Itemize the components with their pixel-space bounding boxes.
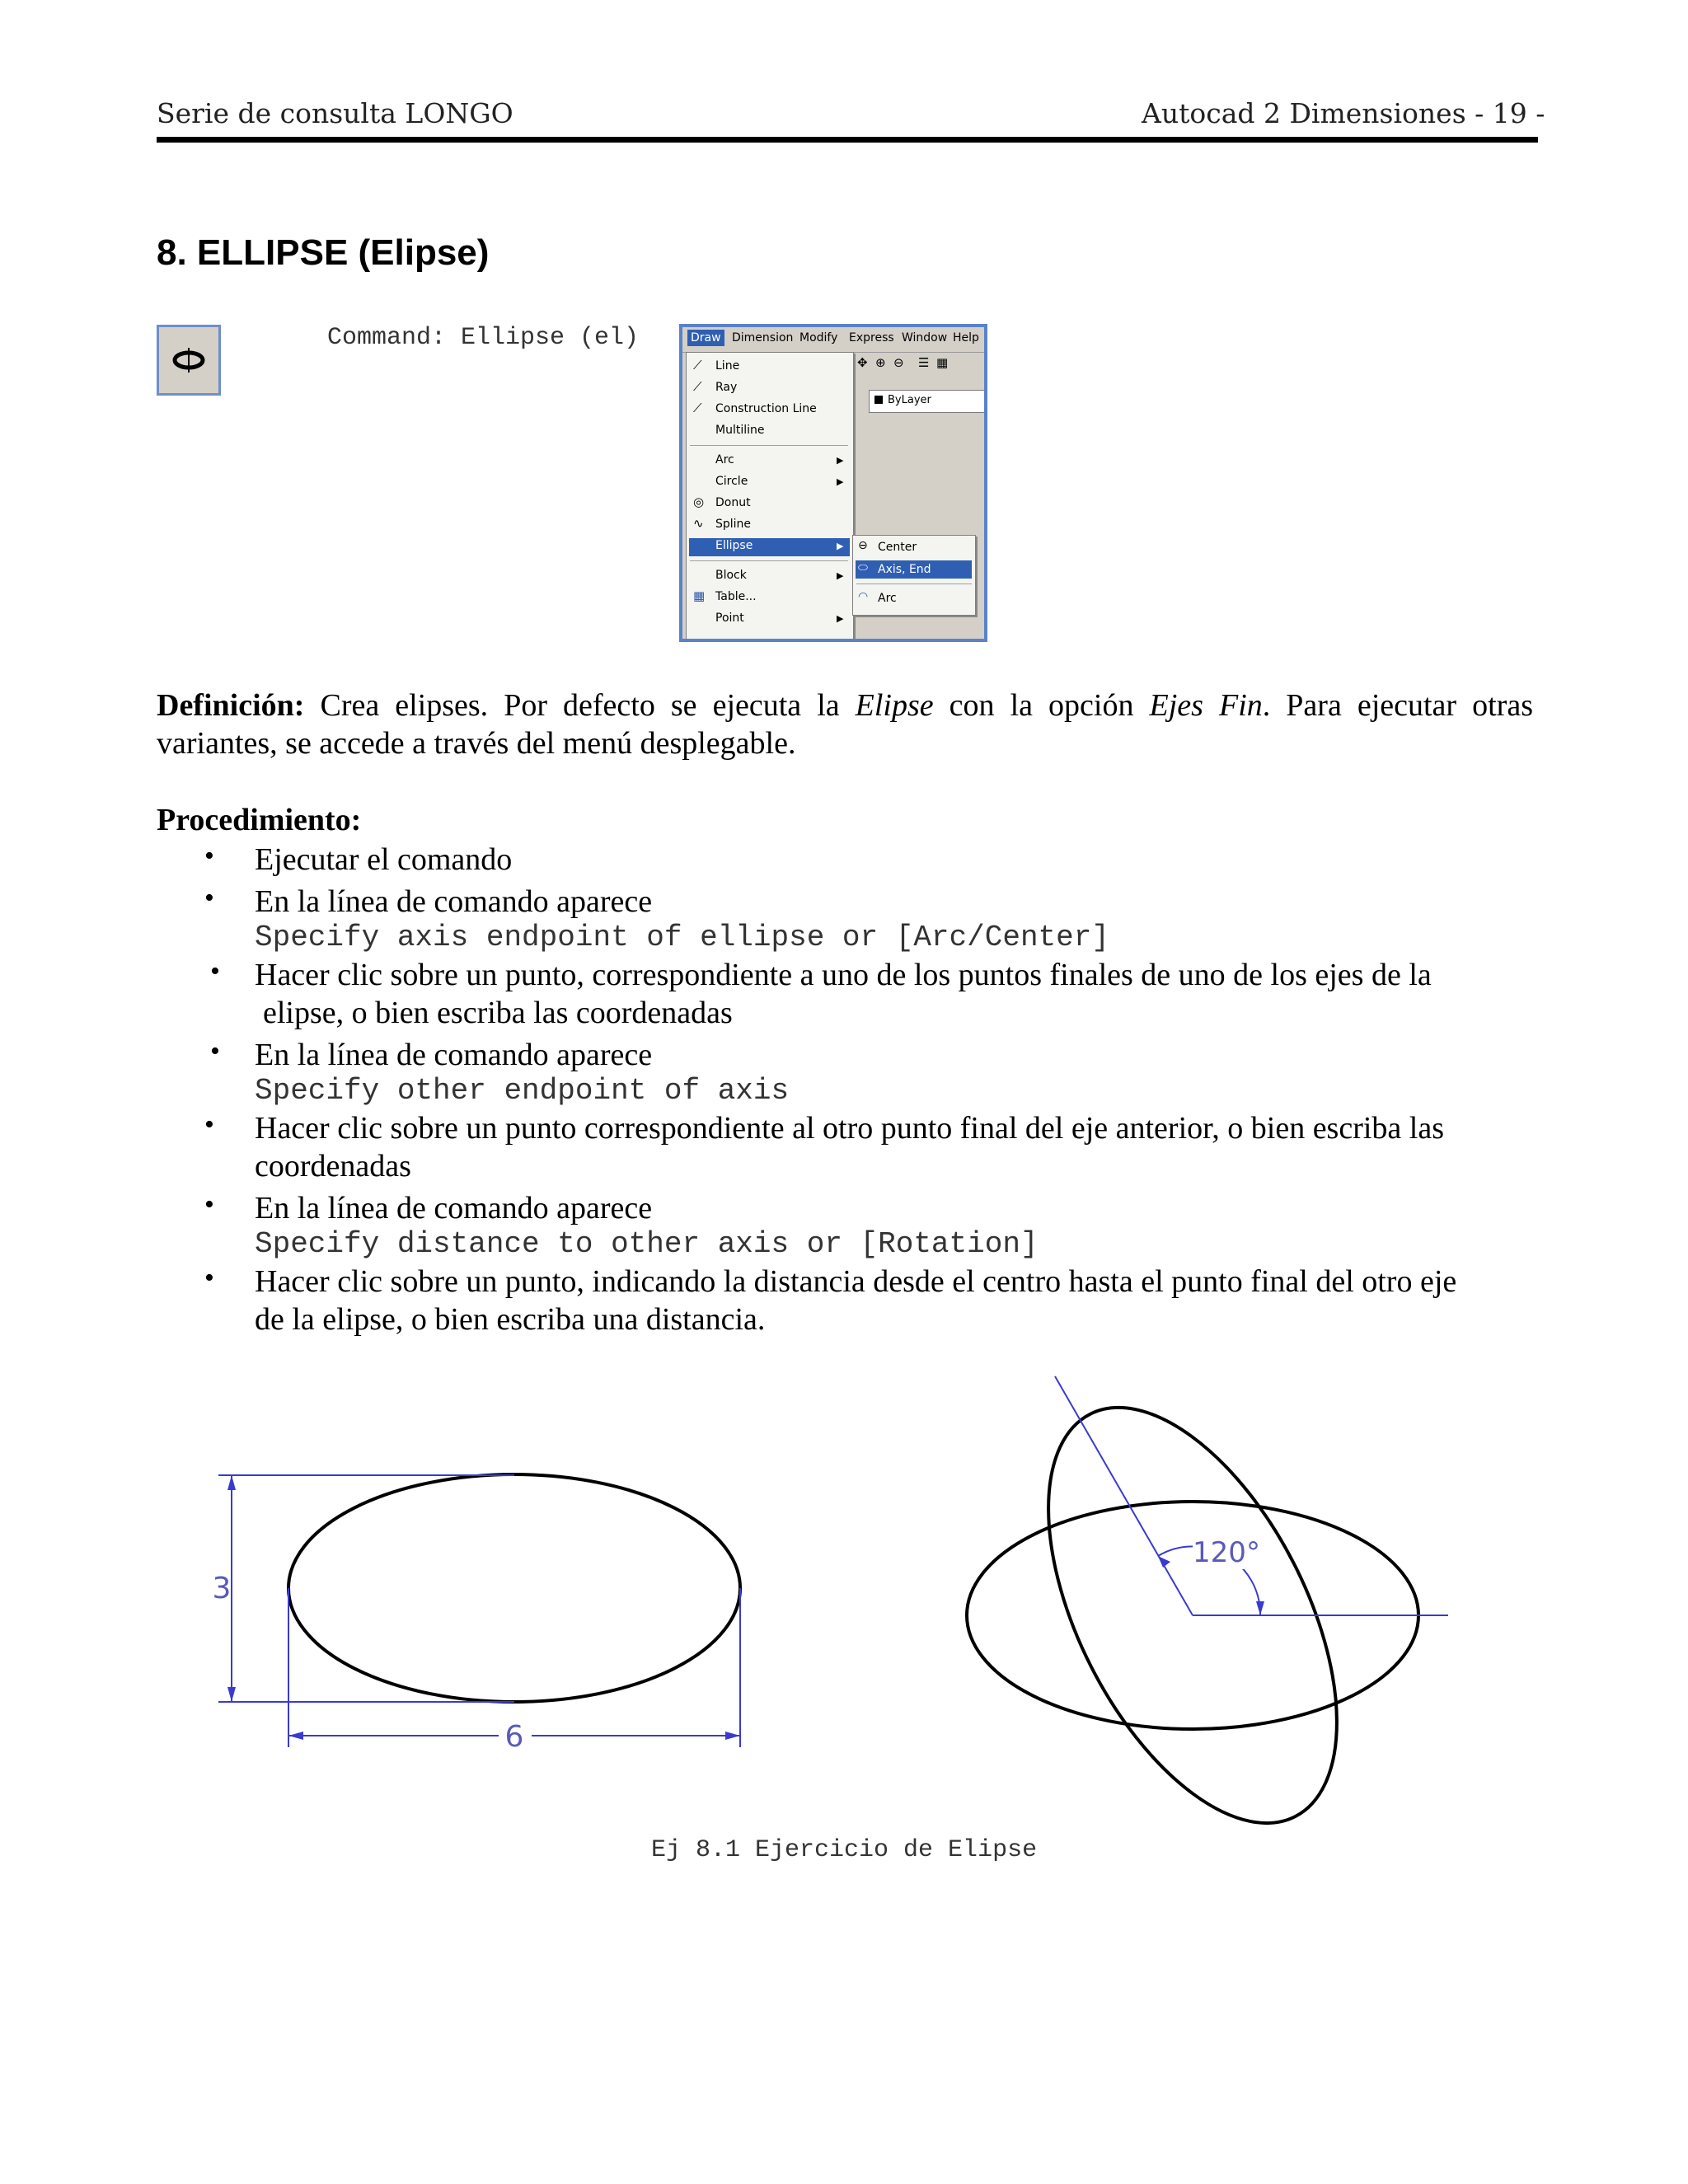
- bullet-icon: •: [210, 1036, 220, 1066]
- ellipse-submenu: [852, 535, 976, 616]
- menu-item-line[interactable]: Line: [715, 359, 740, 373]
- arrowhead: [227, 1475, 236, 1490]
- header-rule: [157, 137, 1538, 143]
- ellipse-arc-icon: ◠: [858, 590, 869, 603]
- submenu-arrow-icon: ▶: [837, 455, 844, 466]
- menu-item-ray[interactable]: Ray: [715, 381, 738, 394]
- submenu-arrow-icon: ▶: [837, 570, 844, 581]
- header-right: Autocad 2 Dimensiones - 19 -: [1142, 97, 1545, 129]
- ellipse-tool-button[interactable]: [157, 325, 221, 396]
- definition-label: Definición:: [157, 688, 305, 723]
- ellipse-exercise-figure: [0, 1360, 1688, 1838]
- bullet-5-line-2: coordenadas: [255, 1149, 411, 1183]
- menu-modify[interactable]: Modify: [799, 331, 838, 344]
- definition-em-1: Elipse: [855, 688, 934, 723]
- angle-label: 120°: [1193, 1536, 1260, 1569]
- submenu-item-center[interactable]: Center: [878, 541, 917, 554]
- ellipse-shape: [288, 1474, 740, 1702]
- pan-icon[interactable]: ✥: [857, 355, 868, 370]
- submenu-arrow-icon: ▶: [837, 541, 844, 551]
- zoom-window-icon[interactable]: ⊖: [893, 355, 904, 370]
- bullet-3-line-1: Hacer clic sobre un punto, correspondiente a uno de los puntos finales de uno de los ejes de la: [255, 958, 1432, 992]
- menu-item-table[interactable]: Table...: [715, 590, 757, 603]
- ray-icon: ⟋: [693, 379, 702, 394]
- menu-item-construction-line[interactable]: Construction Line: [715, 402, 817, 415]
- menu-dimension[interactable]: Dimension: [732, 331, 794, 344]
- layer-dropdown[interactable]: [869, 390, 986, 413]
- definition-text-3: . Para ejecutar otras: [1262, 688, 1533, 723]
- menu-item-point[interactable]: Point: [715, 612, 744, 625]
- bullet-7-line-2: de la elipse, o bien escriba una distancia.: [255, 1302, 766, 1337]
- submenu-arrow-icon: ▶: [837, 613, 844, 624]
- color-swatch: [874, 396, 883, 404]
- arrowhead: [725, 1732, 740, 1740]
- spline-icon: ∿: [693, 516, 704, 531]
- layer-value: ByLayer: [888, 394, 931, 406]
- rotated-ellipses: [967, 1362, 1448, 1838]
- bullet-icon: •: [210, 956, 220, 987]
- table-icon: ▦: [693, 588, 706, 603]
- menu-item-donut[interactable]: Donut: [715, 496, 751, 509]
- bullet-3-line-2: elipse, o bien escriba las coordenadas: [263, 996, 733, 1030]
- bullet-6-text: En la línea de comando aparece: [255, 1191, 653, 1226]
- draw-menu-screenshot: [679, 324, 987, 642]
- bullet-4-code: Specify other endpoint of axis: [255, 1074, 790, 1108]
- bullet-7-line-1: Hacer clic sobre un punto, indicando la distancia desde el centro hasta el punto final del otro eje: [255, 1264, 1457, 1299]
- bullet-icon: •: [204, 1263, 214, 1293]
- arrowhead: [1158, 1556, 1170, 1568]
- menu-item-block[interactable]: Block: [715, 569, 747, 582]
- menu-item-circle[interactable]: Circle: [715, 475, 748, 488]
- menu-item-spline[interactable]: Spline: [715, 518, 752, 531]
- arrowhead: [288, 1732, 303, 1740]
- bullet-6-code: Specify distance to other axis or [Rotation]: [255, 1227, 1039, 1261]
- zoom-toolbar: [854, 354, 984, 375]
- dimensioned-ellipse: [213, 1474, 740, 1754]
- draw-dropdown: [686, 352, 854, 642]
- dim-width-label: 6: [504, 1720, 524, 1754]
- menu-bar: [682, 327, 984, 353]
- menu-item-multiline[interactable]: Multiline: [715, 424, 765, 437]
- bullet-icon: •: [204, 883, 214, 913]
- figure-caption: Ej 8.1 Ejercicio de Elipse: [651, 1836, 1038, 1864]
- donut-icon: ◎: [693, 494, 705, 509]
- line-icon: ⟋: [693, 358, 702, 373]
- submenu-item-arc[interactable]: Arc: [878, 592, 897, 605]
- menu-express[interactable]: Express: [849, 331, 894, 344]
- bullet-1-text: Ejecutar el comando: [255, 842, 513, 877]
- definition-em-2: Ejes Fin: [1149, 688, 1263, 723]
- menu-help[interactable]: Help: [953, 331, 979, 344]
- command-line-text: Command: Ellipse (el): [327, 324, 640, 352]
- menu-separator: [690, 560, 848, 561]
- properties-icon[interactable]: ☰: [918, 355, 930, 370]
- menu-item-ellipse[interactable]: Ellipse: [715, 539, 753, 552]
- submenu-item-axis-end[interactable]: Axis, End: [878, 563, 931, 576]
- definition-text-1: Crea elipses. Por defecto se ejecuta la: [304, 688, 856, 723]
- zoom-icon[interactable]: ⊕: [875, 355, 886, 370]
- ellipse-icon: [159, 327, 218, 393]
- bullet-icon: •: [204, 841, 214, 871]
- rotated-ellipse-shape: [989, 1362, 1397, 1838]
- ellipse-center-icon: ⊖: [858, 539, 868, 552]
- ellipse-axis-icon: ⬭: [858, 561, 868, 574]
- design-center-icon[interactable]: ▦: [936, 355, 949, 370]
- menu-draw[interactable]: Draw: [687, 330, 724, 346]
- menu-separator: [690, 445, 848, 446]
- definition-text-2: con la opción: [933, 688, 1150, 723]
- dim-height-label: 3: [212, 1572, 232, 1605]
- bullet-icon: •: [204, 1109, 214, 1140]
- definition-line-2: variantes, se accede a través del menú desplegable.: [157, 726, 796, 761]
- menu-window[interactable]: Window: [902, 331, 948, 344]
- construction-line-icon: ⟋: [693, 401, 702, 415]
- menu-item-arc[interactable]: Arc: [715, 453, 734, 466]
- bullet-4-text: En la línea de comando aparece: [255, 1038, 653, 1072]
- ellipse-highlight: [689, 538, 850, 556]
- section-title: 8. ELLIPSE (Elipse): [157, 232, 490, 273]
- definition-paragraph: [157, 687, 1533, 724]
- bullet-2-text: En la línea de comando aparece: [255, 884, 653, 919]
- rotated-axis-line: [1055, 1376, 1193, 1615]
- bullet-2-code: Specify axis endpoint of ellipse or [Arc/Center]: [255, 921, 1109, 954]
- arrowhead: [227, 1687, 236, 1702]
- procedure-label: Procedimiento:: [157, 803, 362, 837]
- submenu-arrow-icon: ▶: [837, 476, 844, 487]
- menu-separator: [856, 583, 972, 584]
- header-left: Serie de consulta LONGO: [157, 97, 513, 129]
- arrowhead: [1256, 1601, 1264, 1615]
- bullet-5-line-1: Hacer clic sobre un punto correspondiente al otro punto final del eje anterior, o bien escriba las: [255, 1111, 1444, 1146]
- bullet-icon: •: [204, 1189, 214, 1220]
